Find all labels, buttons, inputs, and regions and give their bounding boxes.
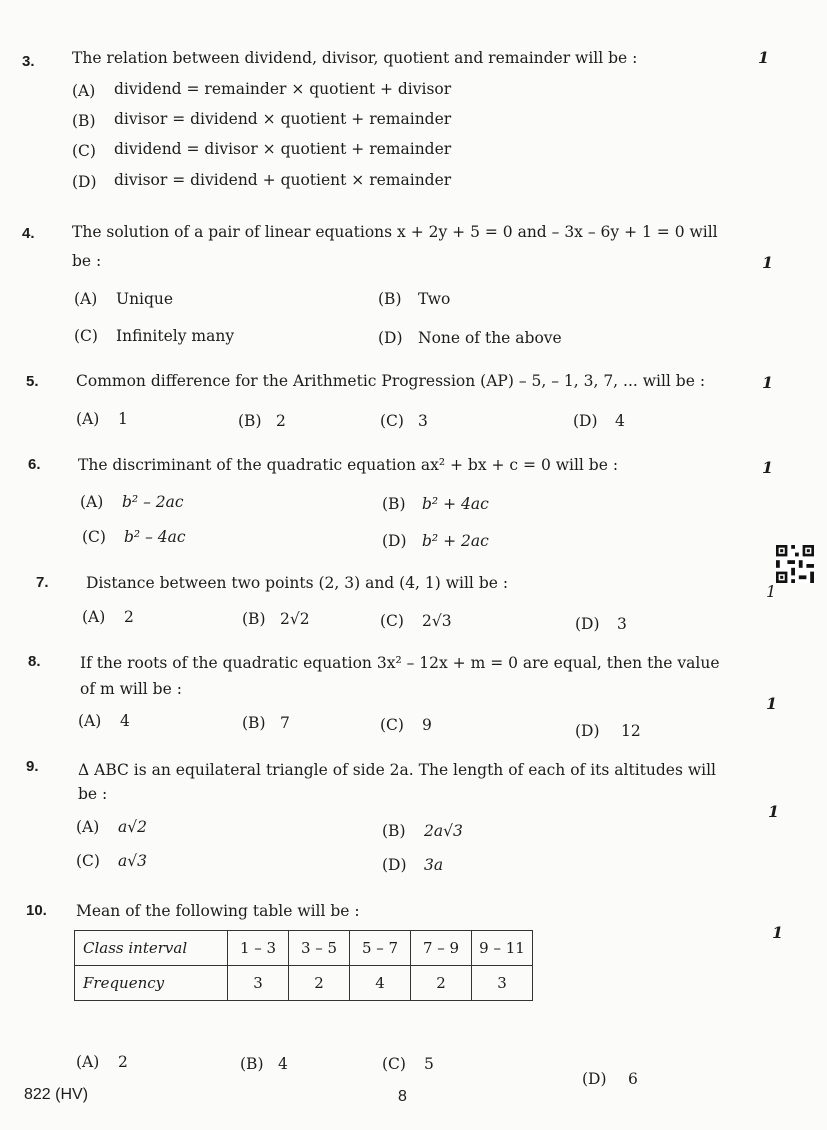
option-text: divisor = dividend × quotient + remainder [114,110,452,128]
question-number: 10. [26,902,47,919]
option-label: (D) [382,856,407,874]
question-text-cont: be : [78,785,108,803]
option-text: 4 [120,712,130,730]
question-text-cont: be : [72,252,102,270]
option-label: (B) [72,112,96,130]
option-text: 2 [124,608,134,626]
option-label: (A) [72,82,96,100]
option-text: Two [418,290,451,308]
option-text: b² – 2ac [122,493,184,511]
option-text: 4 [278,1055,288,1073]
table-row-header: Frequency [75,966,228,1001]
option-label: (A) [78,712,102,730]
option-text: 5 [424,1055,434,1073]
option-text: a√2 [118,818,147,836]
option-text: b² – 4ac [124,528,186,546]
option-label: (B) [242,714,266,732]
question-text: Mean of the following table will be : [76,902,360,920]
question-mark: 1 [758,48,770,67]
option-label: (D) [72,173,97,191]
question-number: 7. [36,574,49,591]
option-label: (C) [76,852,100,870]
option-text: 2a√3 [424,822,463,840]
option-label: (C) [82,528,106,546]
option-label: (C) [74,327,98,345]
question-number: 5. [26,373,39,390]
table-row [75,931,533,966]
option-label: (D) [378,329,403,347]
option-text: 7 [280,714,290,732]
option-text: dividend = remainder × quotient + divisor [114,80,452,98]
option-text: 2 [276,412,286,430]
option-label: (B) [240,1055,264,1073]
option-label: (A) [76,410,100,428]
table-cell: 1 – 3 [228,931,289,966]
table-cell: 3 [472,966,533,1001]
option-label: (C) [380,612,404,630]
question-text: Distance between two points (2, 3) and (4, 1) will be : [86,574,509,592]
option-text: dividend = divisor × quotient + remainder [114,140,452,158]
option-text: Unique [116,290,174,308]
question-mark: 1 [766,694,778,713]
option-label: (A) [76,818,100,836]
question-text: The solution of a pair of linear equations x + 2y + 5 = 0 and – 3x – 6y + 1 = 0 will [72,223,718,241]
option-label: (A) [74,290,98,308]
question-number: 8. [28,653,41,670]
option-label: (C) [380,412,404,430]
frequency-table [74,930,533,1001]
table-cell: 9 – 11 [472,931,533,966]
option-text: 1 [118,410,128,428]
question-number: 4. [22,225,35,242]
question-text: Common difference for the Arithmetic Progression (AP) – 5, – 1, 3, 7, ... will be : [76,372,706,390]
option-text: 2 [118,1053,128,1071]
qr-code-icon [776,545,814,583]
question-mark: 1 [762,253,774,272]
table-cell: 3 [228,966,289,1001]
option-text: divisor = dividend + quotient × remainder [114,171,452,189]
table-cell: 2 [289,966,350,1001]
table-cell: 5 – 7 [350,931,411,966]
option-label: (D) [582,1070,607,1088]
option-label: (C) [380,716,404,734]
question-text: The relation between dividend, divisor, quotient and remainder will be : [72,49,638,67]
question-mark: 1 [766,582,777,601]
question-text-cont: of m will be : [80,680,182,698]
question-number: 3. [22,53,35,70]
option-label: (B) [382,495,406,513]
option-text: 3 [617,615,627,633]
table-cell: 4 [350,966,411,1001]
question-mark: 1 [768,802,780,821]
option-label: (A) [82,608,106,626]
table-cell: 2 [411,966,472,1001]
option-text: 3a [424,856,444,874]
table-cell: 3 – 5 [289,931,350,966]
question-mark: 1 [762,458,774,477]
option-text: b² + 4ac [422,495,489,513]
table-cell: 7 – 9 [411,931,472,966]
question-mark: 1 [762,373,774,392]
question-number: 6. [28,456,41,473]
option-label: (A) [80,493,104,511]
option-text: 12 [621,722,641,740]
question-number: 9. [26,758,39,775]
option-text: 9 [422,716,432,734]
option-text: 6 [628,1070,638,1088]
page-number: 8 [398,1088,407,1105]
option-text: 4 [615,412,625,430]
option-label: (B) [238,412,262,430]
option-label: (D) [573,412,598,430]
question-mark: 1 [772,923,784,942]
option-text: None of the above [418,329,562,347]
option-text: a√3 [118,852,147,870]
question-text: If the roots of the quadratic equation 3x² – 12x + m = 0 are equal, then the value [80,654,720,672]
option-label: (B) [382,822,406,840]
table-row-header: Class interval [75,931,228,966]
option-label: (C) [72,142,96,160]
option-text: 2√2 [280,610,310,628]
option-text: 3 [418,412,428,430]
option-label: (A) [76,1053,100,1071]
question-text: The discriminant of the quadratic equation ax² + bx + c = 0 will be : [78,456,619,474]
table-row [75,966,533,1001]
option-text: b² + 2ac [422,532,489,550]
question-text: Δ ABC is an equilateral triangle of side 2a. The length of each of its altitudes will [78,761,716,779]
option-label: (C) [382,1055,406,1073]
option-label: (D) [575,722,600,740]
option-label: (D) [382,532,407,550]
option-label: (D) [575,615,600,633]
option-label: (B) [242,610,266,628]
paper-code: 822 (HV) [24,1086,89,1103]
option-label: (B) [378,290,402,308]
option-text: Infinitely many [116,327,235,345]
option-text: 2√3 [422,612,452,630]
